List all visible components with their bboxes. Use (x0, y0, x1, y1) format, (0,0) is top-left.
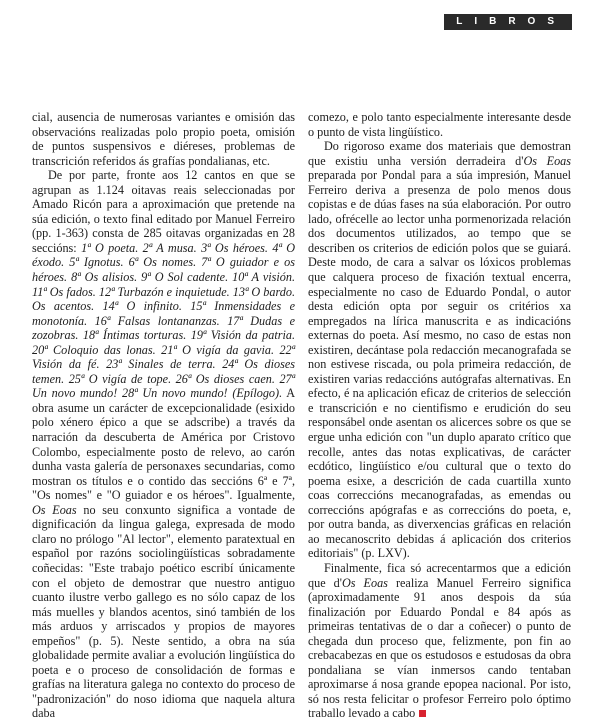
paragraph: comezo, e polo tanto especialmente interesante desde o punto de vista lingüístico. (308, 110, 571, 139)
book-title: Os Eoas (32, 502, 77, 517)
paragraph-text: A obra asume un carácter de excepcionalidade (esixido polo xénero épico a que se adscribe) a través da narración da descuberta de América por Cristovo Colombo, especialmente posto de relevo, ao carón dunha vasta galería de personaxes secundarias, como mostran os títulos e o contido das seccións 6ª e 7ª, "Os nomes" e "O guiador e os héroes". Igualmente, (32, 386, 296, 503)
section-banner (444, 14, 572, 30)
right-column (308, 110, 571, 721)
left-column (32, 110, 295, 721)
paragraph: cial, ausencia de numerosas variantes e omisión das observacións realizadas polo propio poeta, omisión de puntos suspensivos e diéreses, problemas de transcrición referidos ás grafías pondalianas, etc. (32, 110, 295, 168)
sections-list: 1ª O poeta. 2ª A musa. 3ª Os héroes. 4ª O éxodo. 5ª Ignotus. 6ª Os nomes. 7ª O guiador e os héroes. 8ª Os alisios. 9ª O Sol cadente. 10ª A visión. 11ª Os fados. 12ª Turbazón e inquietude. 13ª O bardo. Os acentos. 14ª O infinito. 15ª Inmensidades e monotonía. 16ª Falsas lontananzas. 17ª Dudas e zozobras. 18ª Íntimas torturas. 19ª Visión da patria. 20ª Coloquio das lonas. 21ª O vigía da gavia. 22ª Visión da fé. 23ª Sinales de terra. 24ª Os dioses temen. 25ª O vigía de tope. 26ª Os dioses caen. 27ª Un novo mundo! 28ª Un novo mundo! (Epílogo). (32, 240, 296, 401)
book-title: Os Eoas (341, 575, 388, 590)
paragraph-intro: De por parte, fronte aos 12 cantos en que se agrupan as 1.124 oitavas reais seleccionadas por Amado Ricón para a aproximación que pretende na súa edición, o texto final editado por Manuel Ferreiro (pp. 1-363) consta de 285 oitavas organizadas en 28 seccións: (32, 168, 295, 255)
book-title: Os Eoas (523, 153, 571, 168)
paragraph-text: no seu conxunto significa a vontade de dignificación da lingua galega, expresada de modo claro no prólogo "Al lector", elemento paratextual en español por razóns sociolingüísticas sobradamente coñecidas: "Este trabajo poético escribí únicamente con el objeto de demostrar que nuestro antiguo cuanto ilustre verbo gallego es no sólo capaz de los más muelles y blandos acentos, sinó también de los más arduos y arriscados y propios de mayores empeños" (p. 5). Neste sentido, a obra na súa globalidade permite avaliar a evolución lingüística do poeta e o proceso de consolidación de formas e grafías na literatura galega no contexto do proceso de "padronización" do noso idioma que naquela altura daba (32, 502, 296, 721)
paragraph (308, 139, 571, 561)
paragraph-text: realiza Manuel Ferreiro significa (aproximadamente 91 anos despois da súa finalización por Eduardo Pondal e 84 após as primeiras tentativas de o dar a coñecer) o punto de chegada dun proceso que, felizmente, pon fin ao crebacabezas en que os estudosos e estudosas da obra pondaliana se vían inmersos cando tentaban aproximarse á nosa grande epopea nacional. Por isto, só nos resta felicitar o profesor Ferreiro polo óptimo traballo levado a cabo (308, 575, 572, 721)
paragraph (308, 561, 571, 721)
paragraph (32, 168, 295, 721)
section-label: LIBROS (456, 16, 566, 27)
end-of-article-mark (419, 710, 426, 717)
paragraph-text: preparada por Pondal para a súa impresión, Manuel Ferreiro deriva a presenza de polo menos dous copistas e de dúas fases na súa elaboración. Por outro lado, ofrécelle ao lector unha pormenorizada relación dos documentos utilizados, ao tempo que se describen os criterios de edición polos que se guiará. Deste modo, de cara a salvar os lóxicos problemas que calquera proceso de fixación textual encerra, especialmente no caso de Eduardo Pondal, o autor desta edición opta por seguir os critérios xa empregados na lírica manuscrita e as indicacións externas do poeta. Así mesmo, no caso de estas non existiren, decántase pola redacción mecanografada se non estivese riscada, ou pola primeira redacción, de existiren varias redaccións autógrafas alternativas. En efecto, é na aplicación eficaz de criterios de selección e transcrición e no cientifismo e erudición do seu responsábel onde asentan os alicerces sobre os que se ergue unha edición con "un duplo aparato crítico que recolle, antes das notas explicativas, de carácter ecdótico, lingüístico e/ou cultural que o texto do poema esixe, a descrición de cada cuartilla xunto coas correccións mecanografadas, as emendas ou correccións apógrafas e as correccións do poeta, e, por outra banda, as diverxencias gráficas en relación ao mecanoscrito debidas á aplicación dos criterios editoriais" (p. LXV). (308, 168, 571, 561)
paragraph-text: Do rigoroso exame dos materiais que demostran que existiu unha versión derradeira d' (308, 139, 571, 168)
paragraph-text: Finalmente, fica só acrecentarmos que a edición que d' (308, 560, 571, 590)
